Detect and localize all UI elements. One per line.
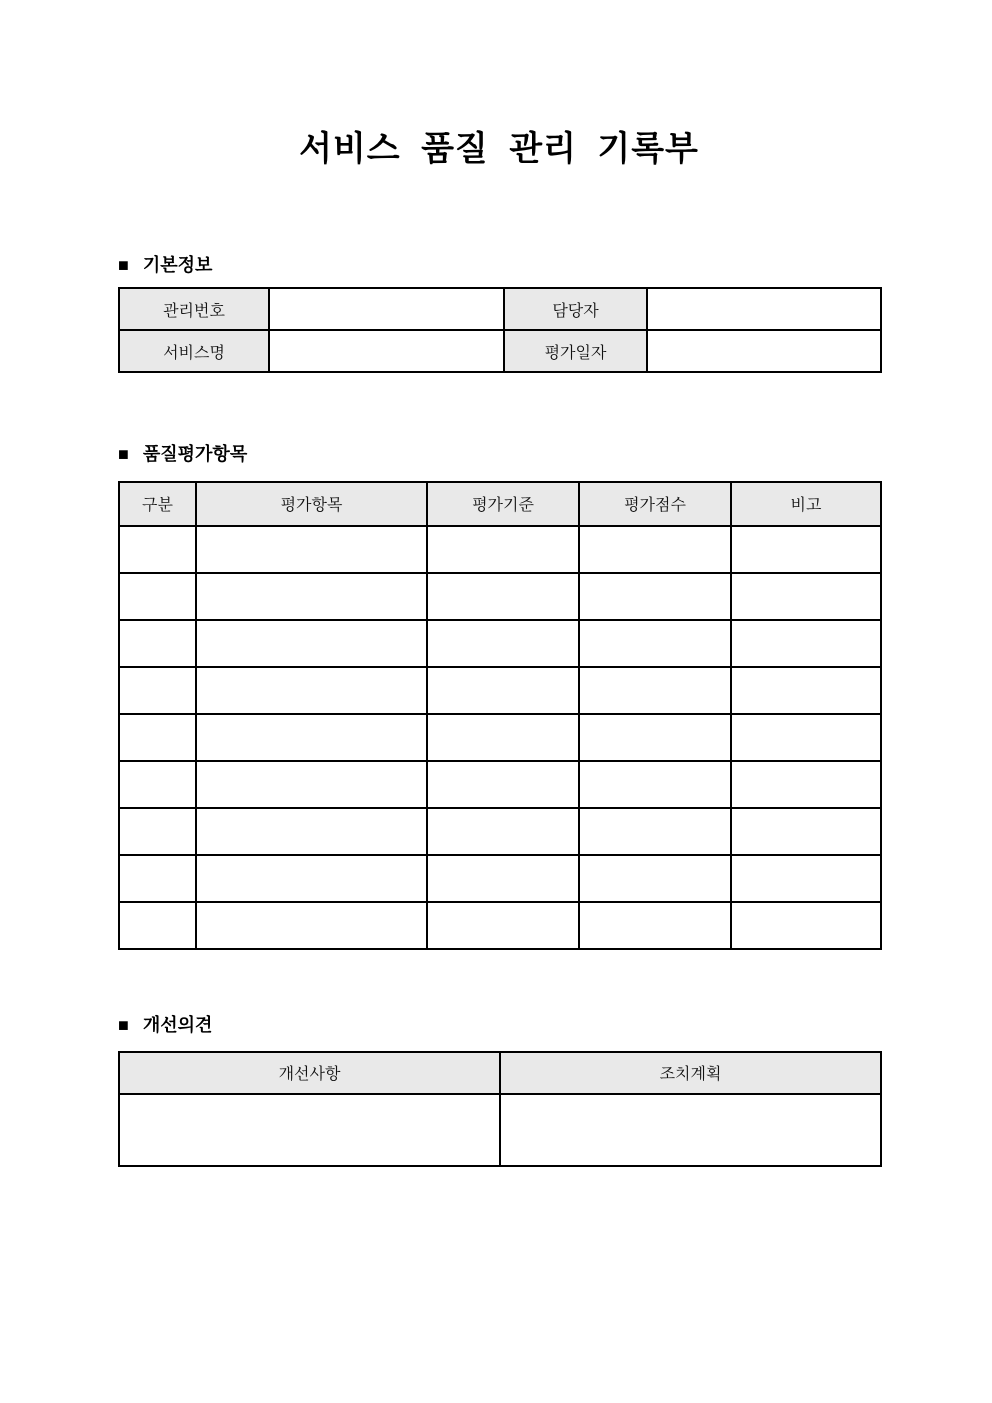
empty-cell xyxy=(731,902,881,949)
empty-table-row xyxy=(119,573,881,620)
empty-cell xyxy=(427,761,579,808)
empty-cell xyxy=(427,526,579,573)
section-heading-quality-items xyxy=(118,445,880,465)
empty-cell xyxy=(196,714,427,761)
column-header-evaluation-criteria: 평가기준 xyxy=(427,482,579,526)
empty-cell xyxy=(196,667,427,714)
table-row xyxy=(119,330,881,372)
empty-cell xyxy=(427,902,579,949)
empty-cell xyxy=(196,902,427,949)
column-header-evaluation-item: 평가항목 xyxy=(196,482,427,526)
field-label-management-number: 관리번호 xyxy=(119,288,269,330)
basic-info-table xyxy=(118,287,882,373)
column-header-evaluation-score: 평가점수 xyxy=(579,482,731,526)
empty-cell xyxy=(119,761,196,808)
empty-cell xyxy=(731,855,881,902)
empty-cell xyxy=(731,714,881,761)
empty-cell xyxy=(427,620,579,667)
empty-table-row xyxy=(119,808,881,855)
empty-table-row xyxy=(119,902,881,949)
section-heading-improvement xyxy=(118,1016,880,1036)
empty-cell xyxy=(119,667,196,714)
improvement-table-body xyxy=(119,1094,881,1166)
empty-cell xyxy=(119,714,196,761)
quality-items-table-body xyxy=(119,526,881,949)
empty-table-row xyxy=(119,1094,881,1166)
quality-items-table xyxy=(118,481,882,950)
table-header-row xyxy=(119,1052,881,1094)
empty-table-row xyxy=(119,761,881,808)
empty-cell xyxy=(196,761,427,808)
section-bullet-icon: ■ xyxy=(118,444,129,465)
empty-table-row xyxy=(119,667,881,714)
section-bullet-icon: ■ xyxy=(118,1014,129,1035)
empty-cell xyxy=(579,667,731,714)
empty-cell xyxy=(500,1094,881,1166)
empty-table-row xyxy=(119,620,881,667)
empty-cell xyxy=(196,855,427,902)
empty-cell xyxy=(119,855,196,902)
empty-cell xyxy=(427,714,579,761)
empty-cell xyxy=(731,526,881,573)
field-label-service-name: 서비스명 xyxy=(119,330,269,372)
empty-cell xyxy=(579,902,731,949)
document-title: 서비스 품질 관리 기록부 xyxy=(299,130,699,168)
empty-cell xyxy=(579,573,731,620)
section-title-improvement: 개선의견 xyxy=(142,1014,213,1035)
empty-cell xyxy=(579,526,731,573)
column-header-improvement-items: 개선사항 xyxy=(119,1052,500,1094)
empty-cell xyxy=(731,808,881,855)
table-header-row xyxy=(119,482,881,526)
empty-cell xyxy=(427,573,579,620)
empty-cell xyxy=(427,808,579,855)
empty-cell xyxy=(579,714,731,761)
empty-cell xyxy=(119,573,196,620)
empty-cell xyxy=(579,855,731,902)
empty-table-row xyxy=(119,855,881,902)
section-heading-basic-info xyxy=(118,256,880,276)
empty-cell xyxy=(427,855,579,902)
empty-cell xyxy=(119,902,196,949)
column-header-category: 구분 xyxy=(119,482,196,526)
improvement-table xyxy=(118,1051,882,1167)
empty-cell xyxy=(731,667,881,714)
empty-cell xyxy=(196,526,427,573)
field-label-person-in-charge: 담당자 xyxy=(504,288,647,330)
empty-table-row xyxy=(119,714,881,761)
section-title-basic-info: 기본정보 xyxy=(142,255,213,276)
empty-cell xyxy=(119,808,196,855)
column-header-remarks: 비고 xyxy=(731,482,881,526)
table-row xyxy=(119,288,881,330)
empty-cell xyxy=(579,808,731,855)
empty-table-row xyxy=(119,526,881,573)
empty-cell xyxy=(427,667,579,714)
empty-cell xyxy=(119,620,196,667)
empty-cell xyxy=(579,620,731,667)
empty-cell xyxy=(119,526,196,573)
empty-cell xyxy=(731,620,881,667)
empty-cell xyxy=(731,573,881,620)
empty-cell xyxy=(731,761,881,808)
section-title-quality-items: 품질평가항목 xyxy=(142,444,248,465)
field-value-management-number xyxy=(269,288,504,330)
field-value-service-name xyxy=(269,330,504,372)
column-header-action-plan: 조치계획 xyxy=(500,1052,881,1094)
section-bullet-icon: ■ xyxy=(118,255,129,276)
field-value-person-in-charge xyxy=(647,288,881,330)
field-value-evaluation-date xyxy=(647,330,881,372)
field-label-evaluation-date: 평가일자 xyxy=(504,330,647,372)
empty-cell xyxy=(196,620,427,667)
empty-cell xyxy=(579,761,731,808)
empty-cell xyxy=(119,1094,500,1166)
empty-cell xyxy=(196,573,427,620)
empty-cell xyxy=(196,808,427,855)
